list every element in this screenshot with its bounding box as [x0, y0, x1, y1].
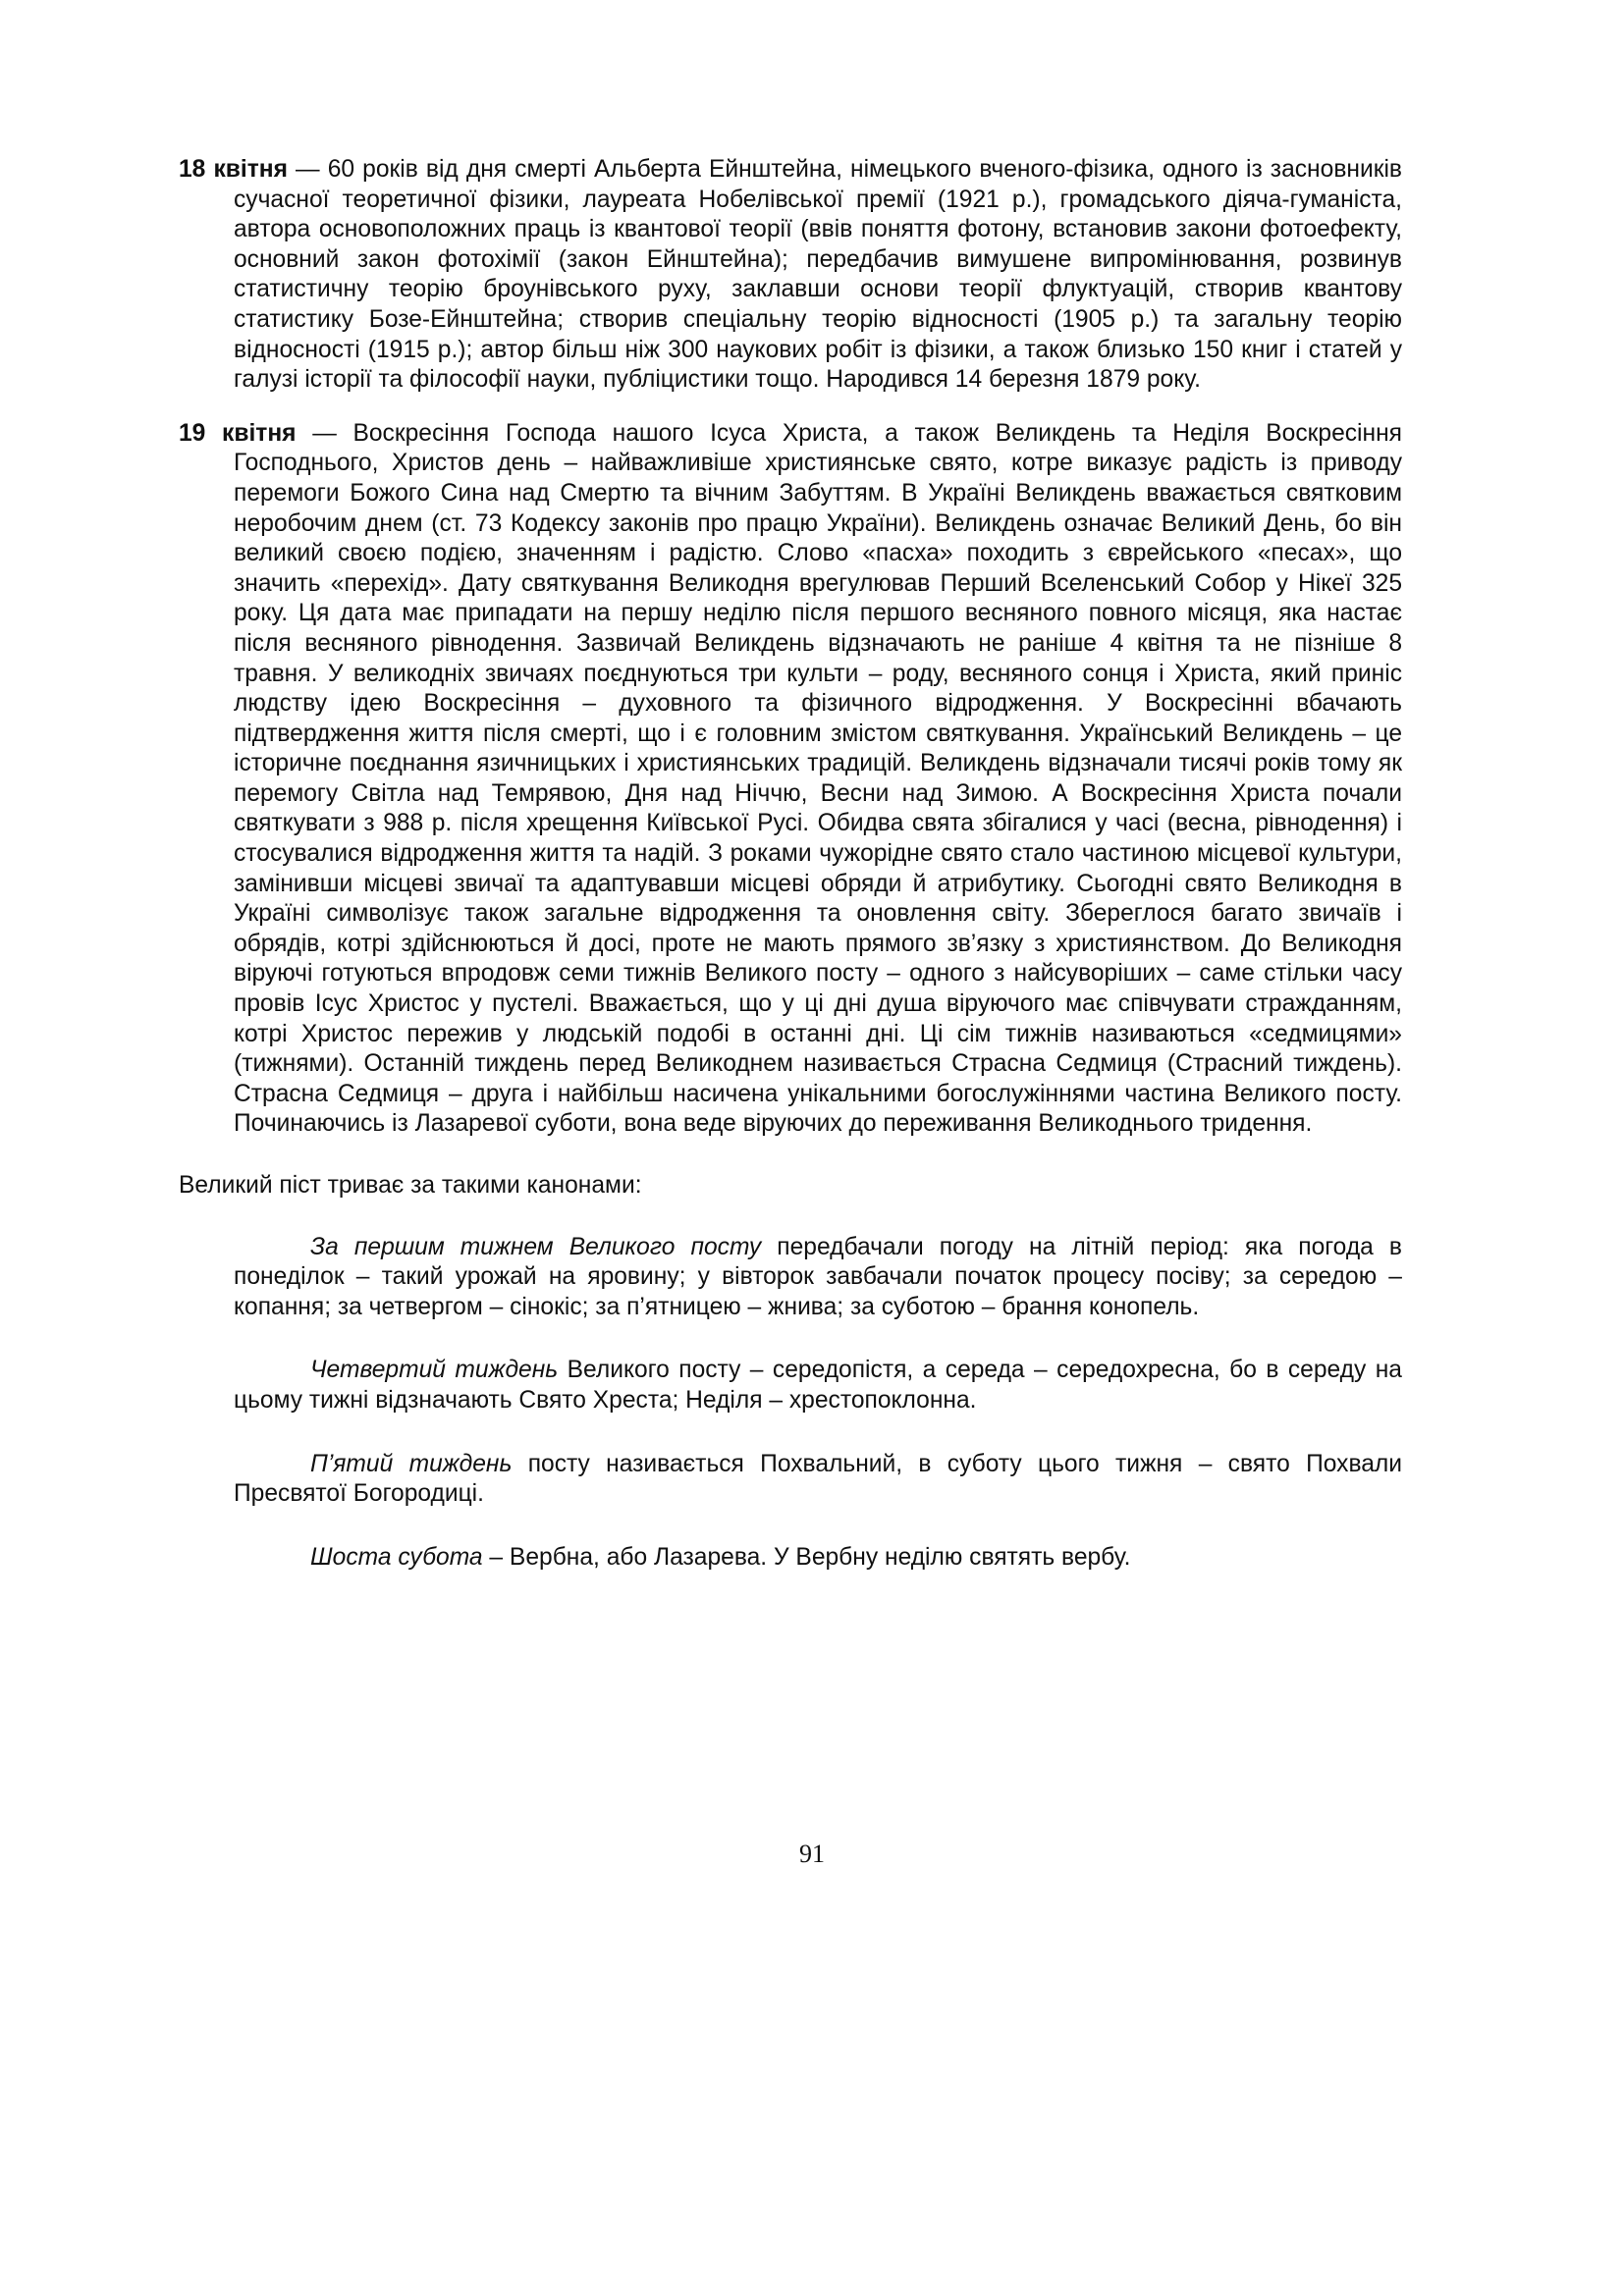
lent-week-5 [179, 1450, 1402, 1510]
lent-week-1 [179, 1233, 1402, 1323]
lent-week-4 [179, 1356, 1402, 1415]
entry-april-19 [179, 419, 1402, 1140]
week-text: Великого посту – середопістя, а середа – середохресна, бо в середу на цьому тижні відзначають Свято Хреста; Неділя – хрестопоклонна. [234, 1357, 1402, 1414]
document-page [179, 155, 1402, 1573]
week-text: передбачали погоду на літній період: яка погода в понеділок – такий урожай на яровину; у вівторок завбачали початок процесу посіву; за середою – копання; за четвергом – сінокіс; за п’ятницею – жнива; за суботою – брання конопель. [234, 1233, 1402, 1320]
page-number: 91 [799, 1840, 825, 1868]
entry-text: — Воскресіння Господа нашого Ісуса Христа, а також Великдень та Неділя Воскресіння Господнього, Христов день – найважливіше християнське свято, котре виказує радість із приводу перемоги Божого Сина над Смертю та вічним Забуттям. В Україні Великдень вважається святковим неробочим днем (ст. 73 Кодексу законів про працю України). Великдень означає Великий День, бо він великий своєю подією, значенням і радістю. Слово «пасха» походить з єврейського «песах», що значить «перехід». Дату святкування Великодня врегулював Перший Вселенський Собор у Нікеї 325 року. Ця дата має припадати на першу неділю після першого весняного повного місяця, яка настає після весняного рівнодення. Зазвичай Великдень відзначають не раніше 4 квітня та не пізніше 8 травня. У великодніх звичаях поєднуються три культи – роду, весняного сонця і Христа, який приніс людству ідею Воскресіння – духовного та фізичного відродження. У Воскресінні вбачають підтвердження життя після смерті, що і є головним змістом святкування. Український Великдень – це історичне поєднання язичницьких і християнських традицій. Великдень відзначали тисячі років тому як перемогу Світла над Темрявою, Дня над Ніччю, Весни над Зимою. А Воскресіння Христа почали святкувати з 988 р. після хрещення Київської Русі. Обидва свята збігалися у часі (весна, рівнодення) і стосувалися відродження життя та надій. З роками чужорідне свято стало частиною місцевої культури, замінивши місцеві звичаї та адаптувавши місцеві обряди й атрибутику. Сьогодні свято Великодня в Україні символізує також загальне відродження та оновлення світу. Збереглося багато звичаїв і обрядів, котрі здійснюються й досі, проте не мають прямого зв’язку з християнством. До Великодня віруючі готуються впродовж семи тижнів Великого посту – одного з найсуворіших – саме стільки часу провів Ісус Христос у пустелі. Вважається, що у ці дні душа віруючого має співчувати стражданням, котрі Христос пережив у людській подобі в останні дні. Ці сім тижнів називаються «седмицями» (тижнями). Останній тиждень перед Великоднем називається Страсна Седмиця (Страсний тиждень). Страсна Седмиця – друга і найбільш насичена унікальними богослужіннями частина Великого посту. Починаючись із Лазаревої суботи, вона веде віруючих до переживання Великоднього тридення. [234, 419, 1402, 1138]
entry-date: 18 квітня [179, 156, 288, 183]
entry-text: — 60 років від дня смерті Альберта Ейнштейна, німецького вченого-фізика, одного із засновників сучасної теоретичної фізики, лауреата Нобелівської премії (1921 р.), громадського діяча-гуманіста, автора основоположних праць із квантової теорії (ввів поняття фотону, встановив закони фотоефекту, основний закон фотохімії (закон Ейнштейна); передбачив вимушене випромінювання, розвинув статистичну теорію броунівського руху, заклавши основи теорії флуктуацій, створив квантову статистику Бозе-Ейнштейна; створив спеціальну теорію відносності (1905 р.) та загальну теорію відносності (1915 р.); автор більш ніж 300 наукових робіт із фізики, а також близько 150 книг і статей у галузі історії та філософії науки, публіцистики тощо. Народився 14 березня 1879 року. [234, 156, 1402, 394]
lent-intro: Великий піст триває за такими канонами: [179, 1172, 642, 1199]
entry-date: 19 квітня [179, 419, 297, 447]
week-text: – Вербна, або Лазарева. У Вербну неділю святять вербу. [482, 1543, 1131, 1571]
week-term: Шоста субота [310, 1543, 483, 1571]
week-term: За першим тижнем Великого посту [310, 1233, 762, 1260]
lent-week-6-saturday [179, 1543, 1402, 1574]
week-term: П’ятий тиждень [310, 1450, 513, 1477]
week-term: Четвертий тиждень [310, 1357, 559, 1384]
week-text: посту називається Похвальний, в суботу цього тижня – свято Похвали Пресвятої Богородиці. [234, 1450, 1402, 1508]
entry-april-18 [179, 155, 1402, 396]
